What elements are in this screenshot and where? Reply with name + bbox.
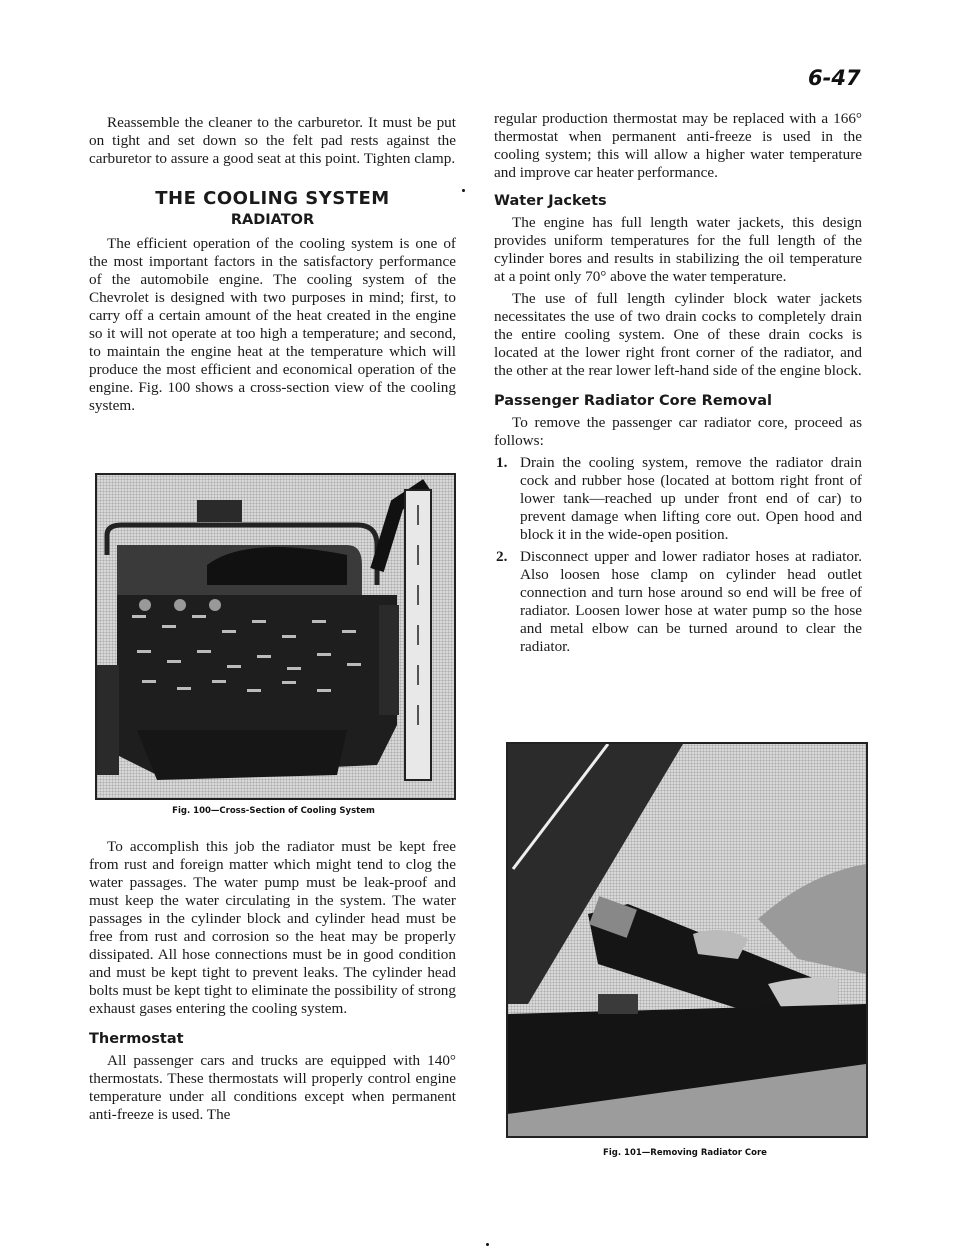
figure-100-image	[95, 473, 456, 800]
step-text: Disconnect upper and lower radiator hoses at radiator. Also loosen hose clamp on cylinder head outlet connection and turn hose around so end will be free of radiator. Loosen lower hose at water pump so the hose and metal elbow can be turned around to clear the radiator.	[520, 548, 862, 655]
figure-101-caption: Fig. 101—Removing Radiator Core	[603, 1148, 767, 1158]
water-jackets-paragraph-2: The use of full length cylinder block water jackets necessitates the use of two drain cocks to completely drain the entire cooling system. One of these drain cocks is located at the lower right front corner of the radiator, and the other at the rear lower left-hand side of the engine block.	[494, 290, 862, 379]
step-number: 2.	[496, 548, 508, 565]
step-text: Drain the cooling system, remove the radiator drain cock and rubber hose (located at bottom right front of lower tank—reached up under front end of car) to prevent damage when lifting core out. Open hood and block it in the wide-open position.	[520, 454, 862, 543]
radiator-paragraph: The efficient operation of the cooling system is one of the most important factors in the satisfactory performance of the automobile engine. The cooling system of the Chevrolet is designed with two purposes in mind; first, to carry off a certain amount of the heat created in the engine so it will not operate at too high a temperature; and second, to maintain the engine heat at the temperature which will produce the most efficient and economical operation of the engine. Fig. 100 shows a cross-section view of the cooling system.	[89, 235, 456, 414]
print-speck	[486, 1243, 489, 1246]
water-jackets-paragraph-1: The engine has full length water jackets, this design provides uniform temperatures for the full length of the cylinder bores and results in stabilizing the oil temperature at a point only 70° above the water temperature.	[494, 214, 862, 285]
left-column-top	[89, 114, 456, 415]
thermostat-continued-paragraph: regular production thermostat may be replaced with a 166° thermostat when permanent anti-freeze is used in the cooling system; this will allow a higher water temperature and improve car heater performance.	[494, 110, 862, 181]
step-item	[494, 454, 862, 544]
left-column-bottom	[89, 838, 456, 1124]
figure-101-image	[506, 742, 868, 1138]
water-jackets-heading: Water Jackets	[494, 193, 607, 209]
step-item	[494, 548, 862, 656]
section-title: THE COOLING SYSTEM	[155, 188, 390, 209]
right-column-text	[494, 110, 862, 656]
engine-cross-section-illustration	[97, 475, 454, 798]
core-removal-intro: To remove the passenger car radiator core, proceed as follows:	[494, 414, 862, 449]
core-removal-steps	[494, 454, 862, 656]
radiator-removal-photo	[508, 744, 866, 1136]
subsection-title: RADIATOR	[230, 212, 315, 228]
step-number: 1.	[496, 454, 508, 471]
figure-100-caption: Fig. 100—Cross-Section of Cooling System	[172, 806, 375, 816]
print-speck	[462, 189, 465, 192]
thermostat-heading: Thermostat	[89, 1031, 184, 1047]
core-removal-heading: Passenger Radiator Core Removal	[494, 393, 772, 409]
thermostat-paragraph: All passenger cars and trucks are equipped with 140° thermostats. These thermostats will properly control engine temperature under all conditions except when permanent anti-freeze is used. The	[89, 1052, 456, 1123]
maintenance-paragraph: To accomplish this job the radiator must be kept free from rust and foreign matter which might tend to clog the water passages. The water pump must be leak-proof and must keep the water circulating in the system. The water passages in the cylinder block and cylinder head must be free from rust and corrosion so the heat may be properly dissipated. All hose connections must be in good condition and must be kept tight to prevent leaks. The cylinder head bolts must be kept tight to eliminate the possibility of strong exhaust gases entering the cooling system.	[89, 838, 456, 1017]
page-number: 6-47	[808, 66, 861, 90]
intro-paragraph: Reassemble the cleaner to the carburetor. It must be put on tight and set down so the felt pad rests against the carburetor to assure a good seat at this point. Tighten clamp.	[89, 114, 456, 167]
